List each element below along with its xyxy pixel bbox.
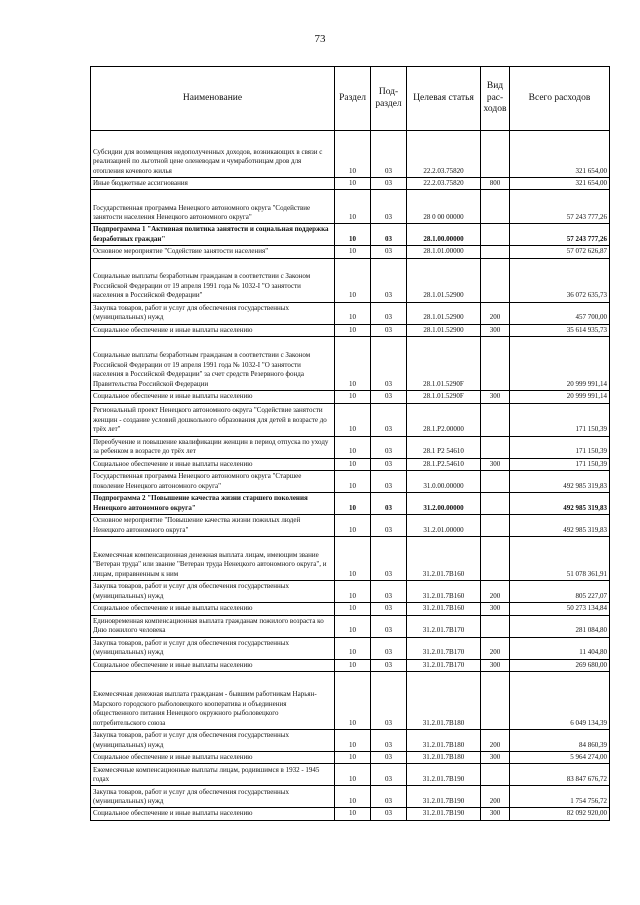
row-type: 200 xyxy=(481,581,510,603)
row-section: 10 xyxy=(335,258,371,302)
row-name: Закупка товаров, работ и услуг для обеспечения государственных (муниципальных) нужд xyxy=(91,786,335,808)
row-total: 321 654,00 xyxy=(510,131,610,178)
row-type: 300 xyxy=(481,458,510,470)
row-target: 31.2.01.00000 xyxy=(407,515,481,537)
row-type xyxy=(481,671,510,729)
row-name: Государственная программа Ненецкого автономного округа "Содействие занятости населения Ненецкого автономного округа" xyxy=(91,190,335,224)
header-subsection: Под-раздел xyxy=(371,67,407,131)
row-target: 31.0.00.00000 xyxy=(407,471,481,493)
row-subsection: 03 xyxy=(371,537,407,581)
row-total: 269 680,00 xyxy=(510,659,610,671)
row-total: 57 072 626,87 xyxy=(510,246,610,258)
row-name: Социальное обеспечение и иные выплаты населению xyxy=(91,391,335,403)
row-subsection: 03 xyxy=(371,471,407,493)
row-name: Подпрограмма 2 "Повышение качества жизни старшего поколения Ненецкого автономного округа" xyxy=(91,493,335,515)
table-row xyxy=(91,178,610,190)
row-total: 50 273 134,84 xyxy=(510,603,610,615)
row-target: 31.2.01.7B190 xyxy=(407,786,481,808)
row-subsection: 03 xyxy=(371,190,407,224)
row-section: 10 xyxy=(335,302,371,324)
table-row xyxy=(91,808,610,820)
table-row xyxy=(91,729,610,751)
row-target: 31.2.01.7B180 xyxy=(407,671,481,729)
table-row xyxy=(91,190,610,224)
row-total: 57 243 777,26 xyxy=(510,224,610,246)
row-section: 10 xyxy=(335,637,371,659)
row-target: 31.2.00.00000 xyxy=(407,493,481,515)
row-name: Закупка товаров, работ и услуг для обеспечения государственных (муниципальных) нужд xyxy=(91,637,335,659)
row-target: 28.1.00.00000 xyxy=(407,224,481,246)
row-total: 20 999 991,14 xyxy=(510,391,610,403)
row-total: 51 078 361,91 xyxy=(510,537,610,581)
row-total: 492 985 319,83 xyxy=(510,471,610,493)
row-name: Социальное обеспечение и иные выплаты населению xyxy=(91,659,335,671)
row-name: Ежемесячная компенсационная денежная выплата лицам, имеющим звание "Ветеран труда" или звание "Ветеран труда Ненецкого автономного округа", и лицам, приравненным к ним xyxy=(91,537,335,581)
table-row xyxy=(91,436,610,458)
table-row xyxy=(91,537,610,581)
row-type xyxy=(481,258,510,302)
row-subsection: 03 xyxy=(371,391,407,403)
row-total: 20 999 991,14 xyxy=(510,337,610,391)
row-target: 31.2.01.7B170 xyxy=(407,615,481,637)
row-name: Социальные выплаты безработным гражданам в соответствии с Законом Российской Федерации от 19 апреля 1991 года № 1032-I "О занятости населения в Российской Федерации" за счет средств Резервного фонда Правительства Российской Федерации xyxy=(91,337,335,391)
row-name: Переобучение и повышение квалификации женщин в период отпуска по уходу за ребенком в возрасте до трёх лет xyxy=(91,436,335,458)
row-section: 10 xyxy=(335,786,371,808)
row-section: 10 xyxy=(335,581,371,603)
row-section: 10 xyxy=(335,764,371,786)
table-row xyxy=(91,391,610,403)
row-target: 28.1.01.00000 xyxy=(407,246,481,258)
row-total: 492 985 319,83 xyxy=(510,493,610,515)
row-section: 10 xyxy=(335,224,371,246)
row-section: 10 xyxy=(335,391,371,403)
table-row xyxy=(91,403,610,436)
row-subsection: 03 xyxy=(371,808,407,820)
table-row xyxy=(91,764,610,786)
row-target: 28.1.P2.00000 xyxy=(407,403,481,436)
table-row xyxy=(91,615,610,637)
row-target: 28.1.P2.54610 xyxy=(407,458,481,470)
row-section: 10 xyxy=(335,436,371,458)
row-section: 10 xyxy=(335,246,371,258)
row-name: Социальные выплаты безработным гражданам в соответствии с Законом Российской Федерации от 19 апреля 1991 года № 1032-I "О занятости населения в Российской Федерации" xyxy=(91,258,335,302)
row-subsection: 03 xyxy=(371,671,407,729)
row-section: 10 xyxy=(335,337,371,391)
row-subsection: 03 xyxy=(371,178,407,190)
row-section: 10 xyxy=(335,751,371,763)
row-subsection: 03 xyxy=(371,324,407,336)
row-type xyxy=(481,471,510,493)
table-row xyxy=(91,471,610,493)
row-name: Социальное обеспечение и иные выплаты населению xyxy=(91,751,335,763)
table-row xyxy=(91,246,610,258)
table-row xyxy=(91,258,610,302)
row-total: 5 964 274,00 xyxy=(510,751,610,763)
row-section: 10 xyxy=(335,729,371,751)
row-target: 31.2.01.7B170 xyxy=(407,659,481,671)
row-type: 200 xyxy=(481,637,510,659)
row-total: 11 404,80 xyxy=(510,637,610,659)
header-type: Вид рас-ходов xyxy=(481,67,510,131)
page-number: 73 xyxy=(314,33,326,45)
row-type xyxy=(481,537,510,581)
row-subsection: 03 xyxy=(371,786,407,808)
row-total: 171 150,39 xyxy=(510,458,610,470)
row-target: 31.2.01.7B170 xyxy=(407,637,481,659)
row-type xyxy=(481,403,510,436)
row-total: 171 150,39 xyxy=(510,436,610,458)
row-subsection: 03 xyxy=(371,515,407,537)
budget-table xyxy=(90,66,610,821)
row-target: 28.1 P2 54610 xyxy=(407,436,481,458)
row-subsection: 03 xyxy=(371,581,407,603)
row-type xyxy=(481,436,510,458)
row-type: 200 xyxy=(481,729,510,751)
row-type: 200 xyxy=(481,302,510,324)
table-row xyxy=(91,515,610,537)
row-section: 10 xyxy=(335,190,371,224)
table-row xyxy=(91,786,610,808)
row-type: 300 xyxy=(481,659,510,671)
row-target: 31.2.01.7B160 xyxy=(407,537,481,581)
row-subsection: 03 xyxy=(371,615,407,637)
row-total: 171 150,39 xyxy=(510,403,610,436)
row-name: Основное мероприятие "Содействие занятости населения" xyxy=(91,246,335,258)
row-type: 300 xyxy=(481,603,510,615)
row-target: 28.1.01.5290F xyxy=(407,391,481,403)
row-name: Закупка товаров, работ и услуг для обеспечения государственных (муниципальных) нужд xyxy=(91,581,335,603)
row-section: 10 xyxy=(335,515,371,537)
row-target: 31.2.01.7B160 xyxy=(407,581,481,603)
row-section: 10 xyxy=(335,537,371,581)
row-total: 321 654,00 xyxy=(510,178,610,190)
row-target: 22.2.03.75820 xyxy=(407,131,481,178)
row-target: 28.1.01.52900 xyxy=(407,324,481,336)
row-subsection: 03 xyxy=(371,493,407,515)
row-section: 10 xyxy=(335,471,371,493)
row-type: 300 xyxy=(481,324,510,336)
header-name: Наименование xyxy=(91,67,335,131)
header-section: Раздел xyxy=(335,67,371,131)
row-section: 10 xyxy=(335,493,371,515)
table-row xyxy=(91,751,610,763)
row-type xyxy=(481,246,510,258)
row-target: 28.1.01.5290F xyxy=(407,337,481,391)
row-type: 200 xyxy=(481,786,510,808)
table-row xyxy=(91,581,610,603)
row-subsection: 03 xyxy=(371,337,407,391)
row-section: 10 xyxy=(335,603,371,615)
table-body xyxy=(91,131,610,821)
row-subsection: 03 xyxy=(371,729,407,751)
row-type xyxy=(481,515,510,537)
header-total: Всего расходов xyxy=(510,67,610,131)
row-name: Социальное обеспечение и иные выплаты населению xyxy=(91,808,335,820)
row-total: 492 985 319,83 xyxy=(510,515,610,537)
row-section: 10 xyxy=(335,808,371,820)
row-name: Региональный проект Ненецкого автономного округа "Содействие занятости женщин - создание условий дошкольного образования для детей в возрасте до трёх лет" xyxy=(91,403,335,436)
row-name: Единовременная компенсационная выплата гражданам пожилого возраста ко Дню пожилого человека xyxy=(91,615,335,637)
row-type xyxy=(481,337,510,391)
row-subsection: 03 xyxy=(371,403,407,436)
row-total: 83 847 676,72 xyxy=(510,764,610,786)
row-type xyxy=(481,224,510,246)
row-type xyxy=(481,493,510,515)
row-target: 28.1.01.52900 xyxy=(407,258,481,302)
row-total: 281 084,80 xyxy=(510,615,610,637)
row-target: 31.2.01.7B180 xyxy=(407,751,481,763)
row-target: 31.2.01.7B190 xyxy=(407,808,481,820)
row-type xyxy=(481,615,510,637)
row-name: Государственная программа Ненецкого автономного округа "Старшее поколение Ненецкого автономного округа" xyxy=(91,471,335,493)
row-target: 31.2.01.7B180 xyxy=(407,729,481,751)
row-section: 10 xyxy=(335,131,371,178)
row-type: 300 xyxy=(481,391,510,403)
row-target: 28 0 00 00000 xyxy=(407,190,481,224)
row-subsection: 03 xyxy=(371,258,407,302)
row-total: 57 243 777,26 xyxy=(510,190,610,224)
row-name: Закупка товаров, работ и услуг для обеспечения государственных (муниципальных) нужд xyxy=(91,729,335,751)
header-target: Целевая статья xyxy=(407,67,481,131)
row-name: Подпрограмма 1 "Активная политика занятости и социальная поддержка безработных граждан" xyxy=(91,224,335,246)
row-subsection: 03 xyxy=(371,436,407,458)
table-row xyxy=(91,671,610,729)
table-row xyxy=(91,224,610,246)
row-name: Социальное обеспечение и иные выплаты населению xyxy=(91,603,335,615)
row-name: Ежемесячная денежная выплата гражданам - бывшим работникам Нарьян-Марского городского рыболовецкого кооператива и объединения общественного питания Ненецкого окружного рыболовецкого потребительского союза xyxy=(91,671,335,729)
row-type xyxy=(481,764,510,786)
row-type: 300 xyxy=(481,751,510,763)
row-subsection: 03 xyxy=(371,603,407,615)
row-total: 36 072 635,73 xyxy=(510,258,610,302)
row-name: Закупка товаров, работ и услуг для обеспечения государственных (муниципальных) нужд xyxy=(91,302,335,324)
row-name: Иные бюджетные ассигнования xyxy=(91,178,335,190)
row-subsection: 03 xyxy=(371,224,407,246)
table-row xyxy=(91,302,610,324)
table-row xyxy=(91,603,610,615)
row-subsection: 03 xyxy=(371,751,407,763)
table-row xyxy=(91,337,610,391)
row-subsection: 03 xyxy=(371,302,407,324)
row-target: 31.2.01.7B160 xyxy=(407,603,481,615)
row-type xyxy=(481,131,510,178)
row-section: 10 xyxy=(335,403,371,436)
row-total: 82 092 920,00 xyxy=(510,808,610,820)
row-subsection: 03 xyxy=(371,659,407,671)
row-total: 457 700,00 xyxy=(510,302,610,324)
row-section: 10 xyxy=(335,324,371,336)
table-row xyxy=(91,458,610,470)
row-section: 10 xyxy=(335,178,371,190)
row-name: Социальное обеспечение и иные выплаты населению xyxy=(91,324,335,336)
row-type xyxy=(481,190,510,224)
table-row xyxy=(91,131,610,178)
table-row xyxy=(91,659,610,671)
row-target: 31.2.01.7B190 xyxy=(407,764,481,786)
row-subsection: 03 xyxy=(371,637,407,659)
row-section: 10 xyxy=(335,458,371,470)
row-name: Ежемесячные компенсационные выплаты лицам, родившимся в 1932 - 1945 годах xyxy=(91,764,335,786)
table-row xyxy=(91,324,610,336)
row-target: 28.1.01.52900 xyxy=(407,302,481,324)
row-subsection: 03 xyxy=(371,764,407,786)
table-row xyxy=(91,493,610,515)
row-total: 1 754 756,72 xyxy=(510,786,610,808)
row-subsection: 03 xyxy=(371,458,407,470)
row-name: Основное мероприятие "Повышение качества жизни пожилых людей Ненецкого автономного округа" xyxy=(91,515,335,537)
table-row xyxy=(91,637,610,659)
row-name: Субсидии для возмещения недополученных доходов, возникающих в связи с реализацией по льготной цене оленеводам и чумработницам дров для отопления кочевого жилья xyxy=(91,131,335,178)
row-type: 300 xyxy=(481,808,510,820)
row-section: 10 xyxy=(335,615,371,637)
row-total: 805 227,07 xyxy=(510,581,610,603)
row-subsection: 03 xyxy=(371,131,407,178)
row-subsection: 03 xyxy=(371,246,407,258)
row-name: Социальное обеспечение и иные выплаты населению xyxy=(91,458,335,470)
row-total: 84 860,39 xyxy=(510,729,610,751)
row-type: 800 xyxy=(481,178,510,190)
row-total: 35 614 935,73 xyxy=(510,324,610,336)
row-total: 6 049 134,39 xyxy=(510,671,610,729)
row-section: 10 xyxy=(335,659,371,671)
row-section: 10 xyxy=(335,671,371,729)
row-target: 22.2.03.75820 xyxy=(407,178,481,190)
